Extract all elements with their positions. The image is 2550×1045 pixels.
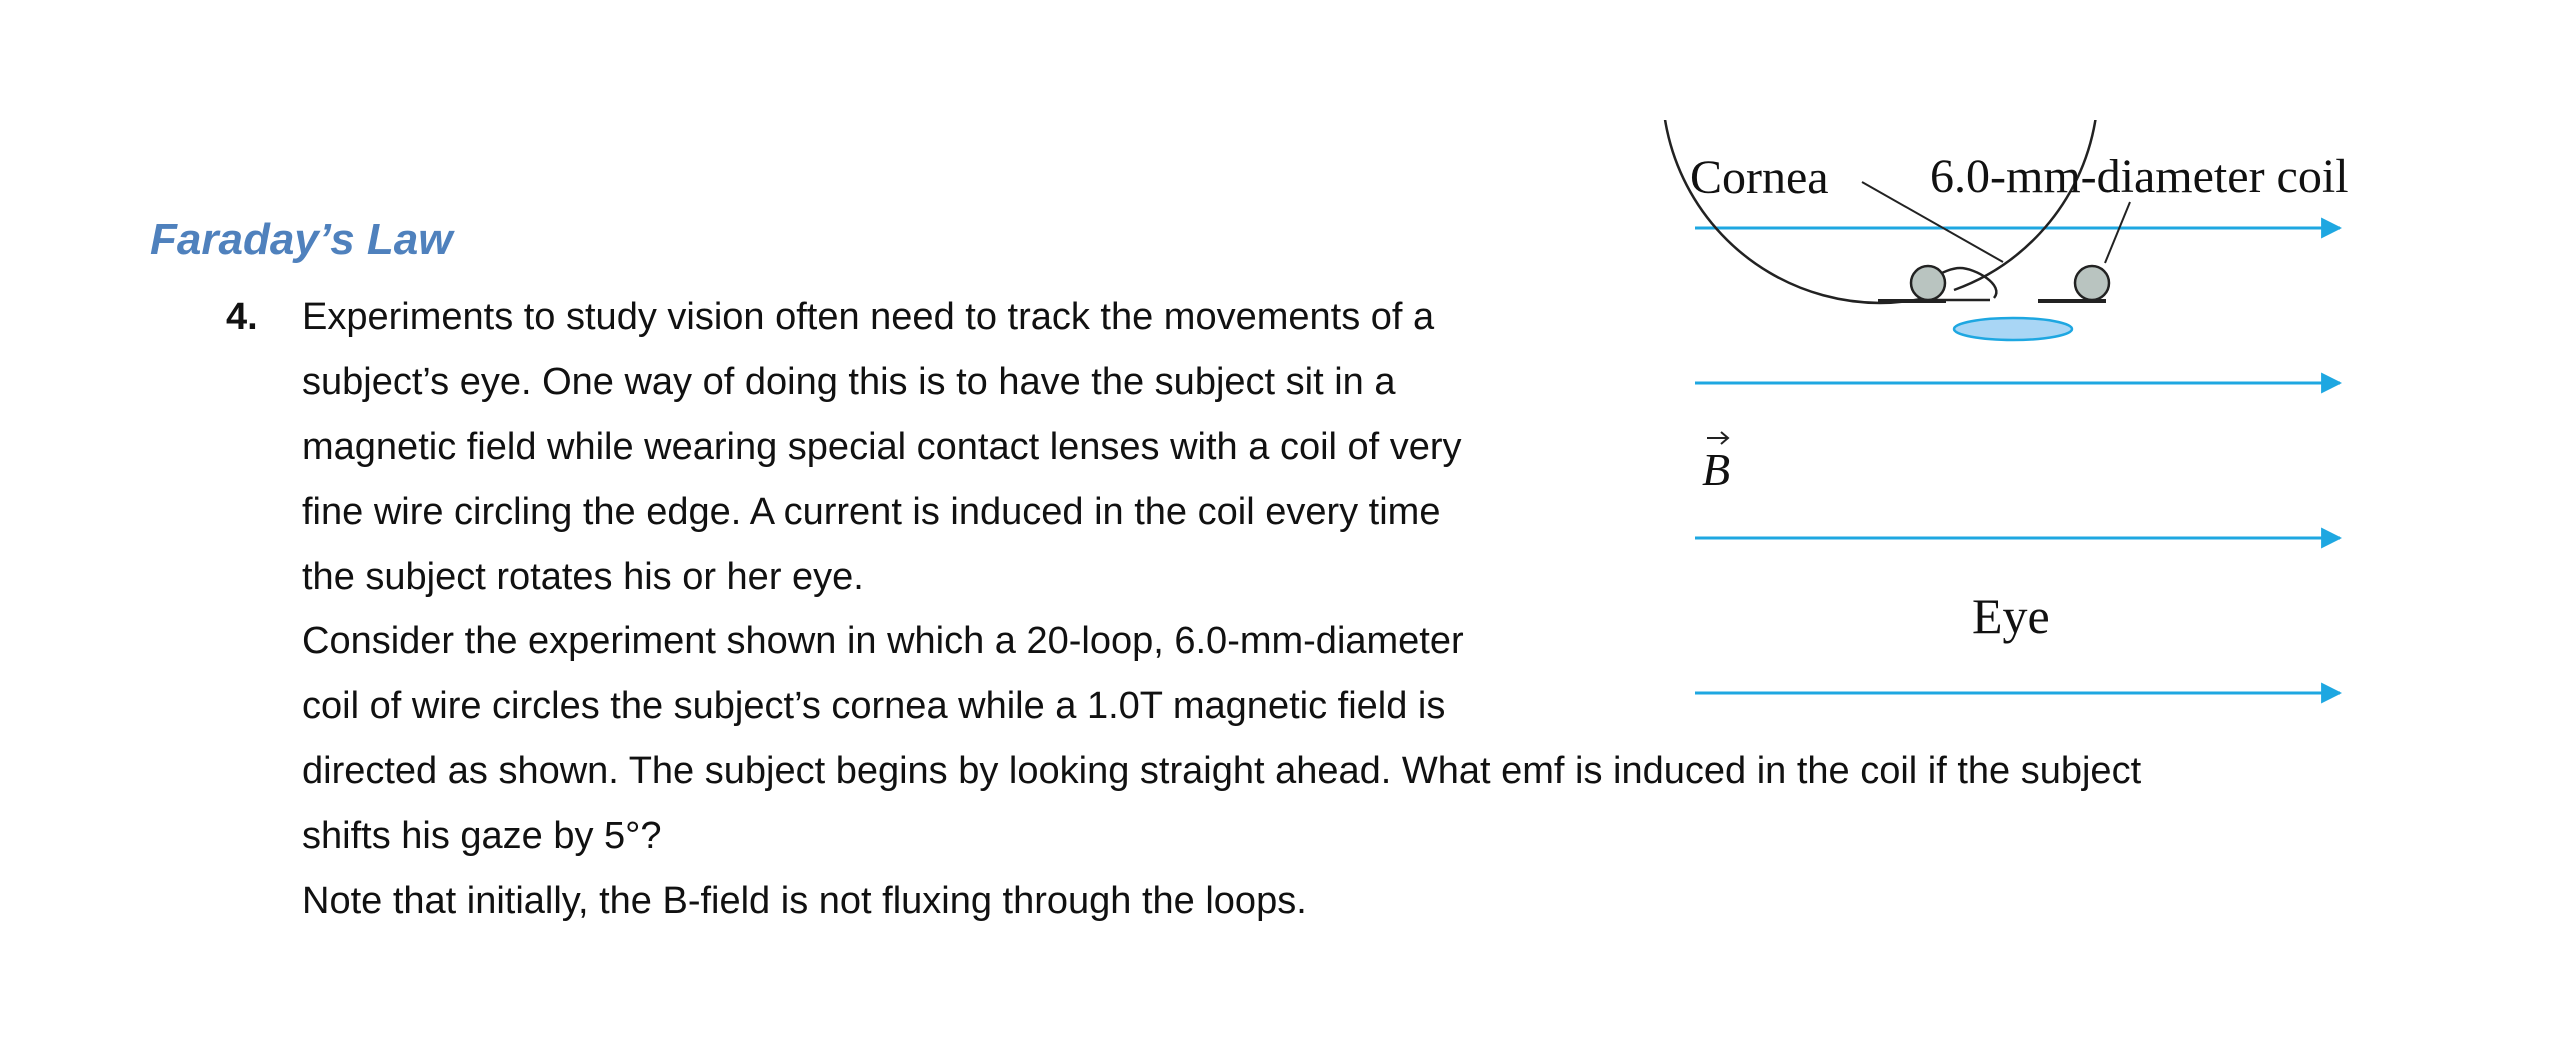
problem-text-line: directed as shown. The subject begins by looking straight ahead. What emf is induced in the coil if the subject — [302, 750, 2142, 792]
problem-text-line: Experiments to study vision often need to track the movements of a — [302, 296, 1435, 338]
problem-text-line: the subject rotates his or her eye. — [302, 556, 864, 598]
problem-text-line: shifts his gaze by 5°? — [302, 815, 662, 857]
problem-text-line: subject’s eye. One way of doing this is to have the subject sit in a — [302, 361, 1396, 403]
coil-cross-section-right — [2075, 266, 2109, 300]
coil-label: 6.0-mm-diameter coil — [1930, 150, 2349, 203]
problem-number: 4. — [226, 296, 258, 338]
coil-leader-line — [2105, 202, 2130, 263]
problem-text-line: magnetic field while wearing special contact lenses with a coil of very — [302, 426, 1462, 468]
problem-text-line: Note that initially, the B-field is not fluxing through the loops. — [302, 880, 1307, 922]
eye-label: Eye — [1972, 588, 2050, 644]
eye-outline — [1662, 120, 2098, 303]
cornea-label: Cornea — [1690, 151, 1829, 204]
problem-text-line: fine wire circling the edge. A current is induced in the coil every time — [302, 491, 1441, 533]
eye-coil-figure — [1650, 120, 2440, 760]
problem-text-line: Consider the experiment shown in which a 20-loop, 6.0-mm-diameter — [302, 620, 1464, 662]
section-heading: Faraday’s Law — [150, 215, 453, 264]
vector-arrow-icon — [1707, 432, 1728, 444]
field-label: B — [1702, 444, 1731, 495]
coil-cross-section-left — [1911, 266, 1945, 300]
problem-text-line: coil of wire circles the subject’s cornea while a 1.0T magnetic field is — [302, 685, 1446, 727]
eye-lens — [1954, 318, 2072, 340]
